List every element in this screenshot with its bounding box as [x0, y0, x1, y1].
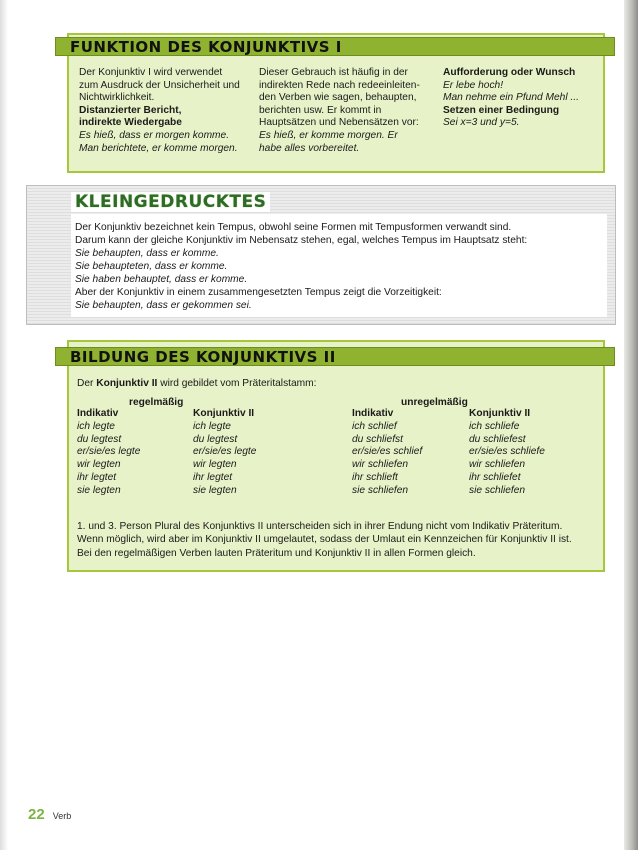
- box-title: KLEINGEDRUCKTES: [71, 192, 270, 212]
- text-line: zum Ausdruck der Unsicherheit und: [79, 79, 240, 91]
- example-sentence: Sei x=3 und y=5.: [443, 117, 520, 129]
- text-line: Wenn möglich, wird aber im Konjunktiv II umgelautet, sodass der Umlaut ein Kennzeichen für Konjunktiv II ist.: [77, 534, 572, 546]
- form: ihr schlieft: [352, 471, 398, 483]
- form: er/sie/es schlief: [352, 446, 423, 458]
- subheading: indirekte Wiedergabe: [79, 117, 182, 129]
- example-sentence: Man berichtete, er komme morgen.: [79, 142, 238, 154]
- group-label-regular: regelmäßig: [129, 397, 184, 408]
- column-header: Konjunktiv II: [469, 408, 531, 419]
- column-header: Indikativ: [352, 408, 394, 419]
- text-line: berichten usw. Er kommt in: [259, 104, 382, 116]
- example-sentence: Sie haben behauptet, dass er komme.: [75, 274, 248, 285]
- form: ich schlief: [352, 420, 397, 432]
- conjugation-column: [352, 408, 422, 498]
- column-header: Indikativ: [77, 408, 119, 419]
- group-label-irregular: unregelmäßig: [401, 397, 468, 408]
- text-line: Der Konjunktiv I wird verwendet: [79, 67, 223, 78]
- form: er/sie/es schliefe: [469, 446, 545, 458]
- form: ihr legtet: [77, 471, 117, 483]
- form: wir schliefen: [352, 459, 409, 471]
- section-label: Verb: [52, 811, 72, 821]
- text-line: Der Konjunktiv bezeichnet kein Tempus, obwohl seine Formen mit Tempusformen verwandt sind.: [75, 222, 512, 233]
- page-number: 22: [28, 806, 45, 823]
- form: wir legten: [77, 459, 121, 471]
- form: sie legten: [193, 484, 237, 496]
- form: wir schliefen: [469, 459, 526, 471]
- example-sentence: Er lebe hoch!: [443, 79, 504, 91]
- form: sie schliefen: [352, 484, 409, 496]
- text-line: Bei den regelmäßigen Verben lauten Präteritum und Konjunktiv II in allen Formen gleich.: [77, 547, 476, 559]
- subheading: Aufforderung oder Wunsch: [443, 67, 576, 78]
- intro-sentence: [77, 378, 316, 389]
- box1-column-2: [259, 67, 431, 155]
- bildung-konjunktiv-ii-box: [67, 340, 605, 572]
- form: ich legte: [193, 420, 231, 432]
- form: er/sie/es legte: [77, 446, 141, 458]
- box-title: FUNKTION DES KONJUNKTIVS I: [55, 37, 615, 56]
- text-line: 1. und 3. Person Plural des Konjunktivs II unterscheiden sich in ihrer Endung nicht vom Indikativ Präteritum.: [77, 521, 563, 532]
- book-binding-edge: [624, 0, 638, 850]
- box1-column-1: [79, 67, 247, 155]
- page-footer: [28, 806, 71, 824]
- funktion-konjunktiv-i-box: [67, 33, 605, 173]
- conjugation-column: [193, 408, 256, 498]
- example-sentence: Sie behaupten, dass er gekommen sei.: [75, 300, 252, 311]
- kleingedrucktes-box: [26, 185, 616, 325]
- form: ihr legtet: [193, 471, 233, 483]
- kleingedrucktes-lines: [75, 221, 600, 312]
- example-sentence: Es hieß, er komme morgen. Er: [259, 129, 398, 141]
- example-sentence: Es hieß, dass er morgen komme.: [79, 129, 230, 141]
- conjugation-column: [77, 408, 140, 498]
- explanation-paragraph: [77, 520, 597, 560]
- text-line: den Verben wie sagen, behaupten,: [259, 92, 417, 104]
- subheading: Distanzierter Bericht,: [79, 104, 182, 116]
- form: wir legten: [193, 459, 237, 471]
- form: sie legten: [77, 484, 121, 496]
- page-edge-shadow: [0, 0, 8, 850]
- form: ihr schliefet: [469, 471, 521, 483]
- box1-column-3: [443, 67, 599, 130]
- conjugation-column: [469, 408, 545, 498]
- intro-text: wird gebildet vom Präteritalstamm:: [157, 378, 317, 389]
- intro-term: Konjunktiv II: [96, 378, 158, 389]
- text-line: Hauptsätzen und Nebensätzen vor:: [259, 117, 419, 129]
- subheading: Setzen einer Bedingung: [443, 104, 560, 116]
- example-sentence: Man nehme ein Pfund Mehl ...: [443, 92, 579, 104]
- text-line: indirekten Rede nach redeeinleiten-: [259, 79, 420, 91]
- form: du schliefest: [469, 433, 526, 445]
- form: sie schliefen: [469, 484, 526, 496]
- form: ich schliefe: [469, 420, 520, 432]
- intro-text: Der: [77, 378, 97, 389]
- text-line: Aber der Konjunktiv in einem zusammengesetzten Tempus zeigt die Vorzeitigkeit:: [75, 287, 442, 298]
- example-sentence: habe alles vorbereitet.: [259, 142, 360, 154]
- example-sentence: Sie behaupten, dass er komme.: [75, 248, 219, 259]
- form: du legtest: [193, 433, 238, 445]
- example-sentence: Sie behaupteten, dass er komme.: [75, 261, 228, 272]
- form: ich legte: [77, 420, 115, 432]
- text-line: Dieser Gebrauch ist häufig in der: [259, 67, 408, 78]
- form: du legtest: [77, 433, 122, 445]
- form: er/sie/es legte: [193, 446, 257, 458]
- box-title: BILDUNG DES KONJUNKTIVS II: [55, 347, 615, 366]
- column-header: Konjunktiv II: [193, 408, 255, 419]
- text-line: Nichtwirklichkeit.: [79, 92, 155, 104]
- form: du schliefst: [352, 433, 403, 445]
- text-line: Darum kann der gleiche Konjunktiv im Nebensatz stehen, egal, welches Tempus im Hauptsatz steht:: [75, 235, 528, 246]
